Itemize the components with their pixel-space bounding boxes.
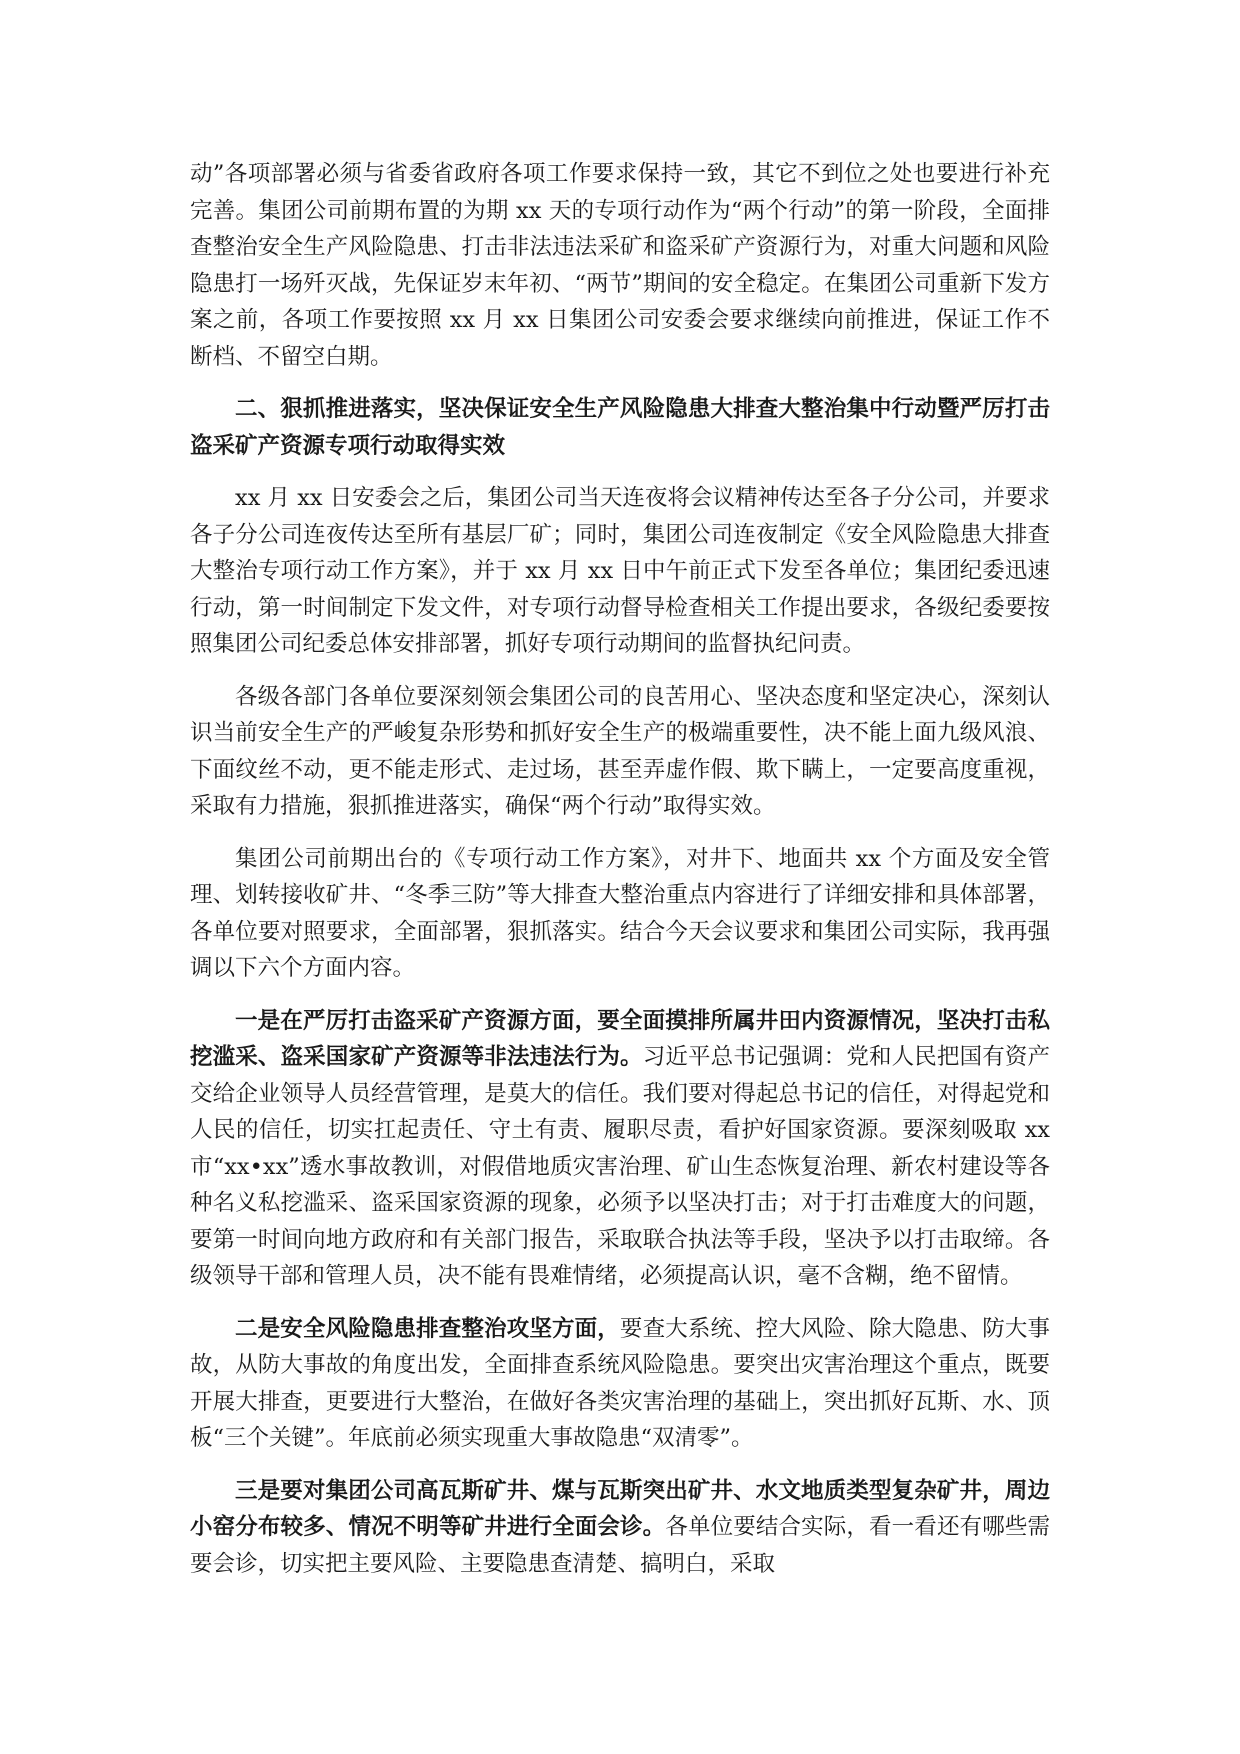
point-3-lead: 三是要对集团公司高瓦斯矿井、煤与瓦斯突出矿井、水文地质类型复杂矿井，周边小窑分布较多、情况不明等矿井进行全面会诊。	[190, 1477, 1050, 1540]
paragraph-point-3	[190, 1473, 1050, 1583]
point-2-lead: 二是安全风险隐患排查整治攻坚方面，	[235, 1315, 620, 1342]
paragraph-departments: 各级各部门各单位要深刻领会集团公司的良苦用心、坚决态度和坚定决心，深刻认识当前安全生产的严峻复杂形势和抓好安全生产的极端重要性，决不能上面九级风浪、下面纹丝不动，更不能走形式、走过场，甚至弄虚作假、欺下瞒上，一定要高度重视，采取有力措施，狠抓推进落实，确保“两个行动”取得实效。	[190, 683, 1050, 819]
paragraph-point-2	[190, 1311, 1050, 1457]
section-heading-2: 二、狠抓推进落实，坚决保证安全生产风险隐患大排查大整治集中行动暨严厉打击盗采矿产资源专项行动取得实效	[190, 396, 1050, 459]
document-body	[190, 156, 1050, 1598]
paragraph-work-plan: 集团公司前期出台的《专项行动工作方案》，对井下、地面共 xx 个方面及安全管理、划转接收矿井、“冬季三防”等大排查大整治重点内容进行了详细安排和具体部署，各单位要对照要求，全面部署，狠抓落实。结合今天会议要求和集团公司实际，我再强调以下六个方面内容。	[190, 845, 1050, 981]
point-1-body: 习近平总书记强调：党和人民把国有资产交给企业领导人员经营管理，是莫大的信任。我们要对得起总书记的信任，对得起党和人民的信任，切实扛起责任、守土有责、履职尽责，看护好国家资源。要深刻吸取 xx 市“xx•xx”透水事故教训，对假借地质灾害治理、矿山生态恢复治理、新农村建设等各种名义私挖滥采、盗采国家资源的现象，必须予以坚决打击；对于打击难度大的问题，要第一时间向地方政府和有关部门报告，采取联合执法等手段，坚决予以打击取缔。各级领导干部和管理人员，决不能有畏难情绪，必须提高认识，毫不含糊，绝不留情。	[190, 1044, 1050, 1289]
point-3-body: 各单位要结合实际，看一看还有哪些需要会诊，切实把主要风险、主要隐患查清楚、搞明白，采取	[190, 1514, 1050, 1577]
point-1-lead: 一是在严厉打击盗采矿产资源方面，要全面摸排所属井田内资源情况，坚决打击私挖滥采、盗采国家矿产资源等非法违法行为。	[190, 1007, 1050, 1070]
point-2-body: 要查大系统、控大风险、除大隐患、防大事故，从防大事故的角度出发，全面排查系统风险隐患。要突出灾害治理这个重点，既要开展大排查，更要进行大整治，在做好各类灾害治理的基础上，突出抓好瓦斯、水、顶板“三个关键”。年底前必须实现重大事故隐患“双清零”。	[190, 1315, 1050, 1451]
paragraph-point-1	[190, 1003, 1050, 1295]
paragraph-safety-meeting: xx 月 xx 日安委会之后，集团公司当天连夜将会议精神传达至各子分公司，并要求各子分公司连夜传达至所有基层厂矿；同时，集团公司连夜制定《安全风险隐患大排查大整治专项行动工作方案》，并于 xx 月 xx 日中午前正式下发至各单位；集团纪委迅速行动，第一时间制定下发文件，对专项行动督导检查相关工作提出要求，各级纪委要按照集团公司纪委总体安排部署，抓好专项行动期间的监督执纪问责。	[190, 485, 1050, 657]
paragraph-continuation: 动”各项部署必须与省委省政府各项工作要求保持一致，其它不到位之处也要进行补充完善。集团公司前期布置的为期 xx 天的专项行动作为“两个行动”的第一阶段，全面排查整治安全生产风险隐患、打击非法违法采矿和盗采矿产资源行为，对重大问题和风险隐患打一场歼灭战，先保证岁末年初、“两节”期间的安全稳定。在集团公司重新下发方案之前，各项工作要按照 xx 月 xx 日集团公司安委会要求继续向前推进，保证工作不断档、不留空白期。	[190, 161, 1050, 370]
